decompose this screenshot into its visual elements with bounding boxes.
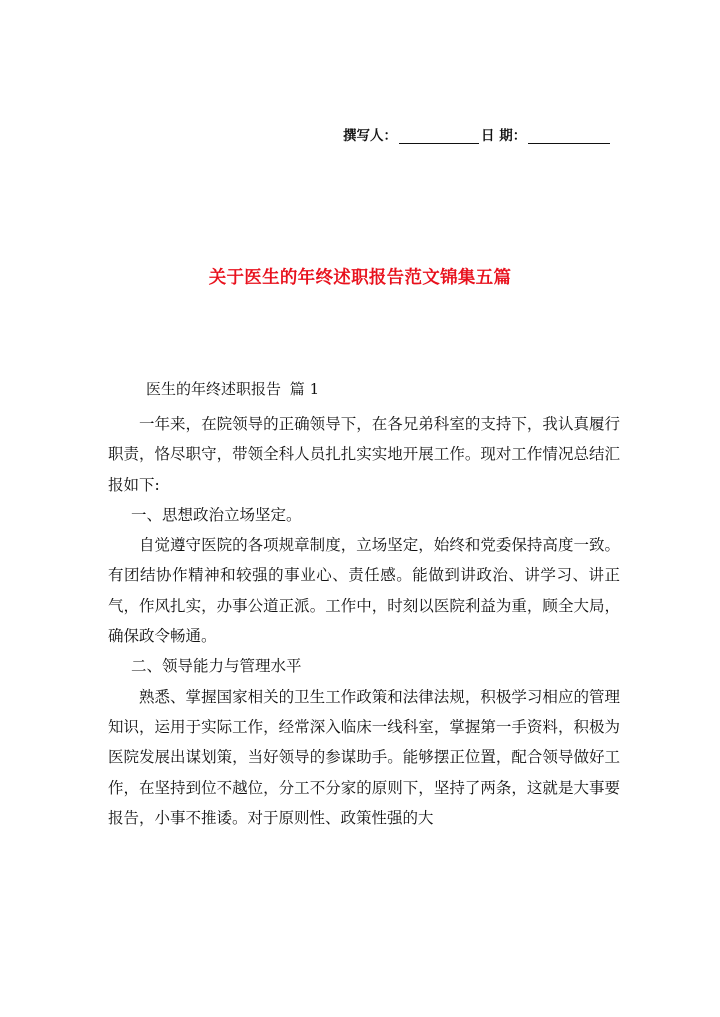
author-label: 撰写人： xyxy=(343,128,397,144)
section-heading xyxy=(146,378,319,399)
document-title: 关于医生的年终述职报告范文锦集五篇 xyxy=(208,268,512,288)
subheading: 一、思想政治立场坚定。 xyxy=(131,505,302,524)
author-blank xyxy=(399,129,479,144)
section-title: 医生的年终述职报告 xyxy=(146,380,282,398)
signature-line xyxy=(343,124,613,144)
paragraph: 一年来，在院领导的正确领导下，在各兄弟科室的支持下，我认真履行职责，恪尽职守，带领全科人员扎扎实实地开展工作。现对工作情况总结汇报如下: xyxy=(108,415,620,494)
paragraph: 自觉遵守医院的各项规章制度，立场坚定，始终和党委保持高度一致。有团结协作精神和较强的事业心、责任感。能做到讲政治、讲学习、讲正气，作风扎实，办事公道正派。工作中，时刻以医院利益为重，顾全大局，确保政令畅通。 xyxy=(108,536,620,646)
date-label: 日 期： xyxy=(481,128,527,144)
document-body xyxy=(108,409,620,833)
date-blank xyxy=(528,129,610,144)
subheading: 二、领导能力与管理水平 xyxy=(131,657,302,676)
section-number: 篇 1 xyxy=(289,380,320,398)
paragraph: 熟悉、掌握国家相关的卫生工作政策和法律法规，积极学习相应的管理知识，运用于实际工作，经常深入临床一线科室，掌握第一手资料，积极为医院发展出谋划策，当好领导的参谋助手。能够摆正位置，配合领导做好工作，在坚持到位不越位，分工不分家的原则下，坚持了两条，这就是大事要报告，小事不推诿。对于原则性、政策性强的大 xyxy=(108,687,620,827)
